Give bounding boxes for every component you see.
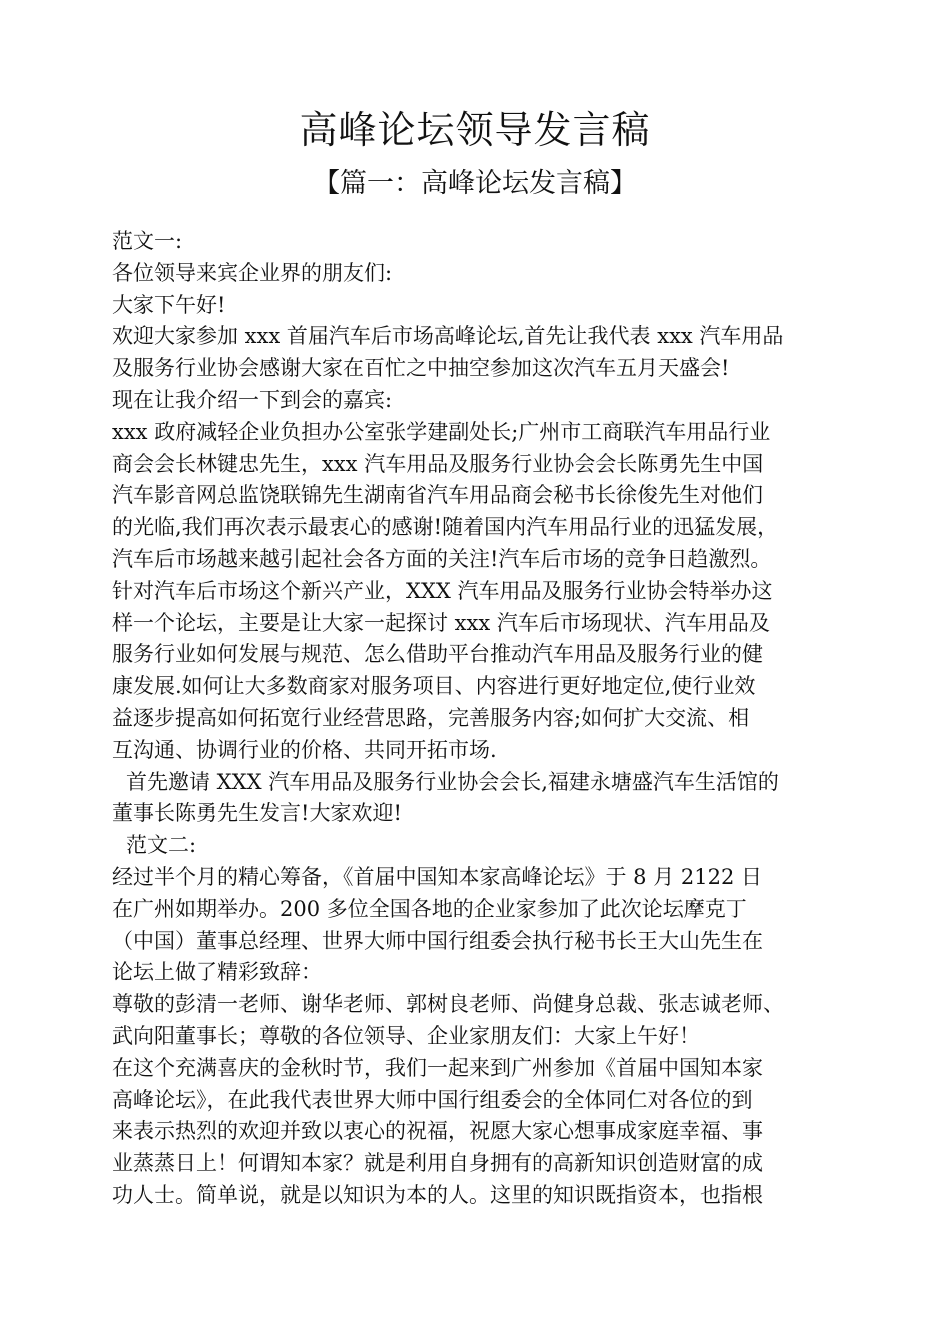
text-line: 康发展.如何让大多数商家对服务项目、内容进行更好地定位,使行业效 [112, 674, 756, 699]
text-line: 高峰论坛》，在此我代表世界大师中国行组委会的全体同仁对各位的到 [112, 1087, 753, 1112]
text-line: 各位领导来宾企业界的朋友们: [112, 260, 393, 285]
text-line: 范文一: [112, 229, 183, 253]
document-title: 高峰论坛领导发言稿 [299, 108, 651, 152]
text-line: 服务行业如何发展与规范、怎么借助平台推动汽车用品及服务行业的健 [112, 642, 763, 667]
text-line: 汽车影音网总监饶联锦先生湖南省汽车用品商会秘书长徐俊先生对他们 [112, 483, 763, 508]
text-line: 业蒸蒸日上！何谓知本家？就是利用自身拥有的高新知识创造财富的成 [112, 1151, 763, 1176]
text-line: （中国）董事总经理、世界大师中国行组委会执行秘书长王大山先生在 [112, 928, 763, 953]
document-body [112, 226, 892, 1212]
text-line: 大家下午好! [112, 292, 226, 317]
text-line: xxx 政府减轻企业负担办公室张学建副处长;广州市工商联汽车用品行业 [112, 419, 771, 444]
text-line: 益逐步提高如何拓宽行业经营思路，完善服务内容;如何扩大交流、相 [112, 705, 750, 730]
text-line: 功人士。简单说，就是以知识为本的人。这里的知识既指资本，也指根 [112, 1182, 763, 1207]
text-line: 在这个充满喜庆的金秋时节，我们一起来到广州参加《首届中国知本家 [112, 1055, 763, 1080]
text-line: 首先邀请 XXX 汽车用品及服务行业协会会长,福建永塘盛汽车生活馆的 [126, 769, 779, 794]
text-line: 的光临,我们再次表示最衷心的感谢!随着国内汽车用品行业的迅猛发展， [112, 515, 779, 540]
text-line: 现在让我介绍一下到会的嘉宾: [112, 387, 393, 412]
text-line: 汽车后市场越来越引起社会各方面的关注!汽车后市场的竞争日趋激烈。 [112, 546, 772, 571]
text-line: 论坛上做了精彩致辞： [112, 960, 322, 985]
text-line: 欢迎大家参加 xxx 首届汽车后市场高峰论坛,首先让我代表 xxx 汽车用品 [112, 324, 784, 349]
text-line: 样一个论坛，主要是让大家一起探讨 xxx 汽车后市场现状、汽车用品及 [112, 610, 770, 635]
text-line: 商会会长林键忠先生，xxx 汽车用品及服务行业协会会长陈勇先生中国 [112, 451, 764, 476]
section-heading: 【篇一：高峰论坛发言稿】 [313, 168, 637, 199]
text-line: 武向阳董事长；尊敬的各位领导、企业家朋友们：大家上午好！ [112, 1023, 700, 1048]
text-line: 范文二: [126, 833, 197, 858]
text-line: 来表示热烈的欢迎并致以衷心的祝福，祝愿大家心想事成家庭幸福、事 [112, 1119, 763, 1144]
text-line: 在广州如期举办。200 多位全国各地的企业家参加了此次论坛摩克丁 [112, 896, 747, 921]
text-line: 及服务行业协会感谢大家在百忙之中抽空参加这次汽车五月天盛会! [112, 356, 730, 381]
text-line: 尊敬的彭清一老师、谢华老师、郭树良老师、尚健身总裁、张志诚老师、 [112, 992, 784, 1017]
text-line: 针对汽车后市场这个新兴产业，XXX 汽车用品及服务行业协会特举办这 [112, 578, 773, 603]
text-line: 董事长陈勇先生发言!大家欢迎! [112, 801, 402, 826]
text-line: 经过半个月的精心筹备，《首届中国知本家高峰论坛》于 8 月 2122 日 [112, 864, 763, 889]
text-line: 互沟通、协调行业的价格、共同开拓市场. [112, 737, 497, 762]
